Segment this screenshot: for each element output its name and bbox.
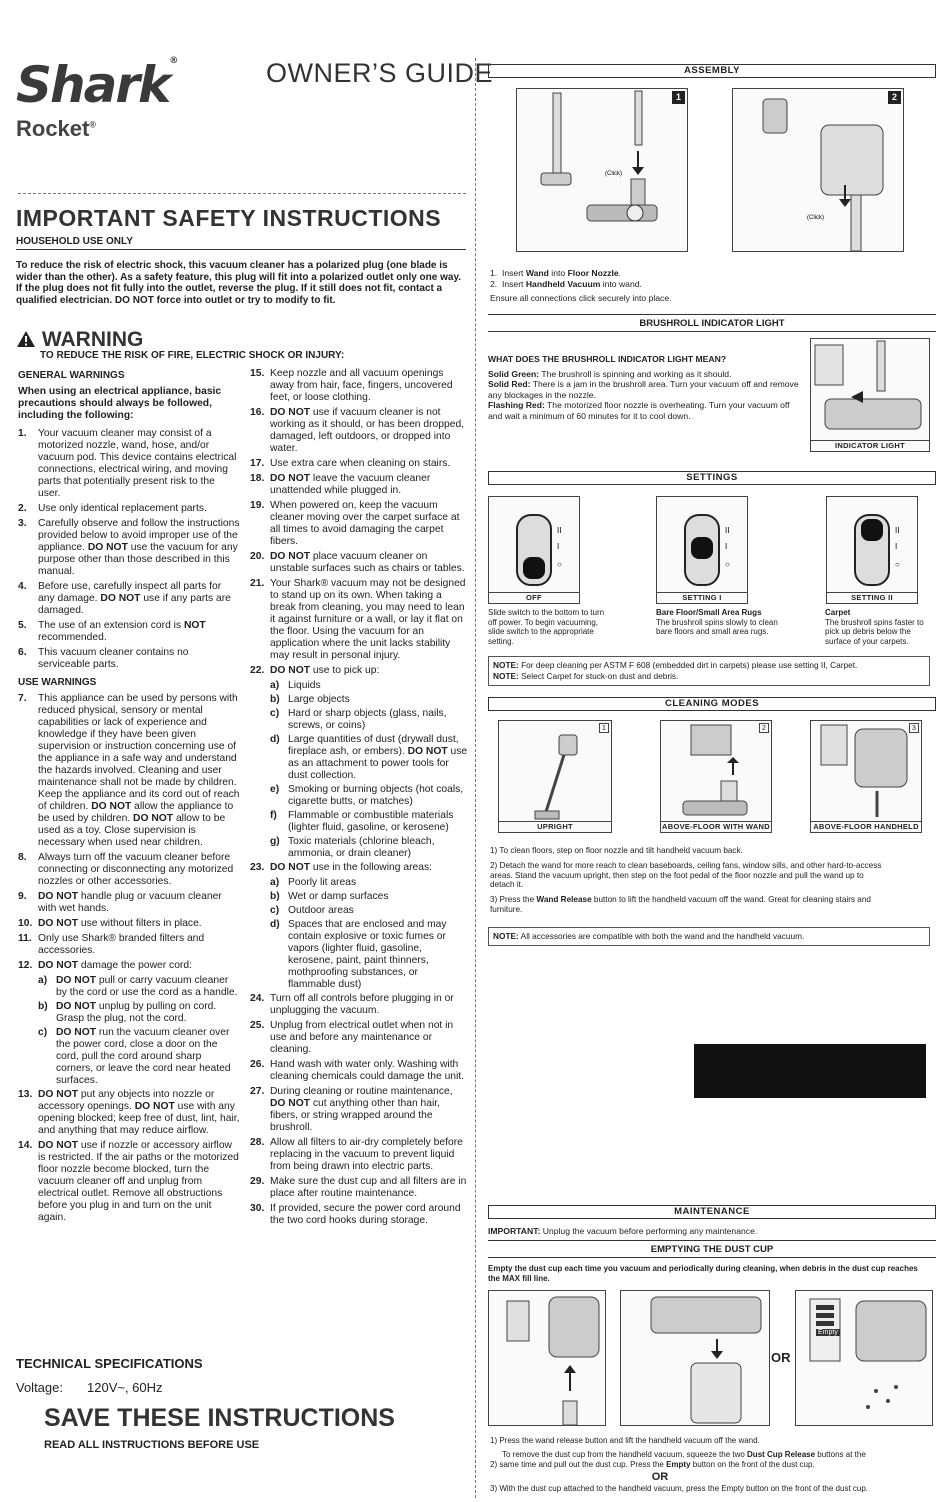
above-floor-handheld-illustration (811, 721, 923, 821)
assembly-step-2: 2. Insert Handheld Vacuum into wand. (490, 278, 642, 289)
brushroll-red: Solid Red: There is a jam in the brushroll area. Turn your vacuum off and remove any blockages in the nozzle. (488, 379, 799, 400)
mode-step-1: 1) To clean floors, step on floor nozzle and tilt handheld vacuum back. (490, 846, 743, 855)
sub-item: d) Spaces that are enclosed and may contain explosive or toxic fumes or vapors (lighter fluid, gasoline, kerosene, paint, paint thinners, mothproofing substances, or flammable dust) (270, 919, 447, 990)
safety-title: IMPORTANT SAFETY INSTRUCTIONS (16, 205, 442, 231)
list-item: 12. DO NOT damage the power cord: (18, 960, 192, 971)
empty-label: Empty (818, 1329, 838, 1336)
voltage-label: Voltage: (16, 1380, 63, 1395)
list-item: 25. Unplug from electrical outlet when not in use and before any maintenance or cleaning. (250, 1020, 454, 1055)
mode-upright-figure (498, 720, 612, 833)
warnings-column-2 (250, 368, 468, 1230)
assembly-ensure: Ensure all connections click securely into place. (490, 293, 672, 303)
svg-text:I: I (895, 542, 898, 551)
cleaning-modes-heading: CLEANING MODES (488, 697, 936, 711)
household-use-only: HOUSEHOLD USE ONLY (16, 236, 133, 247)
figure-caption: OFF (489, 592, 579, 603)
click-label: (Click) (807, 215, 824, 221)
list-item: 28. Allow all filters to air-dry completely before replacing in the vacuum to prevent liquid from being drawn into electric parts. (250, 1137, 463, 1172)
figure-number: 1 (599, 723, 609, 733)
sub-item: a) Liquids (270, 680, 321, 691)
emptying-figure-3 (795, 1290, 933, 1426)
assembly-figure-2 (732, 88, 904, 252)
assembly-step-1: 1. Insert Wand into Floor Nozzle. (490, 268, 622, 278)
empty-step-2b: 2) same time and pull out the dust cup. Press the Empty button on the front of the dust cup. (490, 1460, 815, 1469)
assembly-steps (490, 268, 930, 304)
list-item: 10. DO NOT use without filters in place. (18, 918, 202, 929)
list-item: 22. DO NOT use to pick up: (250, 665, 380, 676)
warning-title: WARNING (16, 328, 143, 352)
rule (488, 1240, 936, 1241)
settings-note-2: NOTE: Select Carpet for stuck-on dust and debris. (493, 671, 679, 681)
model-name: Rocket® (16, 116, 96, 141)
list-item: 4. Before use, carefully inspect all parts for any damage. DO NOT use if any parts are damaged. (18, 581, 231, 616)
emptying-lead: Empty the dust cup each time you vacuum and periodically during cleaning, when debris in the dust cup reaches the MAX fill line. (488, 1264, 918, 1283)
settings-note-1: NOTE: For deep cleaning per ASTM F 608 (embedded dirt in carpets) please use setting II, Carpet. (493, 660, 858, 670)
figure-caption: ABOVE-FLOOR WITH WAND (662, 822, 770, 831)
list-item: 3. Carefully observe and follow the instructions provided below to avoid improper use of the appliance. DO NOT use the vacuum for any purpose other than those described in this manual. (18, 518, 240, 577)
switch-off-illustration (489, 497, 581, 593)
sub-item: c) Hard or sharp objects (glass, nails, screws, or coins) (270, 708, 447, 731)
rule (488, 314, 936, 315)
svg-text:II: II (557, 526, 562, 535)
setting-off-figure (488, 496, 580, 604)
list-item: 18. DO NOT leave the vacuum cleaner unattended while plugged in. (250, 473, 431, 496)
figure-number: 2 (888, 91, 901, 104)
list-item: 16. DO NOT use if vacuum cleaner is not working as it should, or has been dropped, damaged, left outdoors, or dropped into water. (250, 407, 465, 454)
list-item: 8. Always turn off the vacuum cleaner before connecting or disconnecting any motorized nozzles or other accessories. (18, 852, 234, 887)
or-label: OR (771, 1350, 791, 1365)
above-floor-wand-illustration (661, 721, 773, 821)
list-item: 30. If provided, secure the power cord around the two cord hooks during storage. (250, 1203, 461, 1226)
list-item: 1. Your vacuum cleaner may consist of a motorized nozzle, wand, hose, and/or vacuum pod. This device contains electrical connections, electrical wiring, and moving parts that potentially present risk to the user. (18, 428, 237, 499)
empty-step-1: 1) Press the wand release button and lift the handheld vacuum off the wand. (490, 1436, 760, 1445)
list-item: 27. During cleaning or routine maintenance, DO NOT cut anything other than hair, fibers, or string wrapped around the brushroll. (250, 1086, 453, 1133)
svg-text:II: II (725, 526, 730, 535)
warning-subtitle: TO REDUCE THE RISK OF FIRE, ELECTRIC SHOCK OR INJURY: (40, 350, 345, 361)
svg-text:II: II (895, 526, 900, 535)
polarized-plug-text: To reduce the risk of electric shock, this vacuum cleaner has a polarized plug (one blade is wider than the other). As a safety feature, this plug will fit into a polarized outlet only one way. If the plug does not fit fully into the outlet, reverse the plug. If it still does not fit, contact a qualified electrician. DO NOT force into outlet or try to modify to fit. (16, 260, 462, 306)
wand-release-illustration (489, 1291, 607, 1427)
rule (16, 249, 466, 250)
list-item: 7. This appliance can be used by persons with reduced physical, sensory or mental capabilities or lack of experience and knowledge if they have been given supervision or instruction concerning use of the appliance in a safe way and understand the hazards involved. Cleaning and user maintenance shall not be made by children. Keep the appliance and its cord out of reach of children. DO NOT allow the appliance to be used by children. DO NOT allow to be used as a toy. Close supervision is necessary when used near children. (18, 693, 240, 848)
list-item: 29. Make sure the dust cup and all filters are in place after routine maintenance. (250, 1176, 467, 1199)
save-instructions: SAVE THESE INSTRUCTIONS (44, 1404, 395, 1432)
list-item: 19. When powered on, keep the vacuum cleaner moving over the carpet surface at all times to avoid damaging the carpet fibers. (250, 500, 460, 547)
sub-item: d) Large quantities of dust (drywall dust, fireplace ash, or embers). DO NOT use as an attachment to power tools for dust collection. (270, 734, 468, 781)
sub-item: a) Poorly lit areas (270, 877, 357, 888)
sub-item: g) Toxic materials (chlorine bleach, ammonia, or drain cleaner) (270, 836, 435, 859)
list-item: 24. Turn off all controls before plugging in or unplugging the vacuum. (250, 993, 454, 1016)
mode-step-2: 2) Detach the wand for more reach to clean baseboards, ceiling fans, window sills, and other hard-to-access areas. Stand the vacuum upright, then step on the foot pedal of the floor nozzle and pull the wand up to detach it. (490, 860, 882, 890)
handheld-wand-illustration (733, 89, 905, 253)
brushroll-text (488, 354, 803, 421)
list-item: 11. Only use Shark® branded filters and accessories. (18, 933, 205, 956)
maintenance-heading: MAINTENANCE (488, 1205, 936, 1219)
column-divider (475, 58, 476, 1498)
or-label-2: OR (651, 1471, 669, 1483)
setting-1-figure (656, 496, 748, 604)
sub-item: e) Smoking or burning objects (hot coals, cigarette butts, or matches) (270, 784, 464, 807)
setting-off-text: Slide switch to the bottom to turn off power. To begin vacuuming, slide switch to the appropriate setting. (488, 608, 605, 646)
figure-caption: INDICATOR LIGHT (811, 440, 929, 451)
list-item: 23. DO NOT use in the following areas: (250, 862, 432, 873)
settings-notes (488, 656, 930, 686)
list-item: 15. Keep nozzle and all vacuum openings away from hair, face, fingers, uncovered feet, or loose clothing. (250, 368, 453, 403)
owners-guide-title: OWNER’S GUIDE (266, 58, 494, 88)
modes-note: NOTE: All accessories are compatible with both the wand and the handheld vacuum. (488, 927, 930, 946)
mode-handheld-figure (810, 720, 922, 833)
brushroll-flash: Flashing Red: The motorized floor nozzle is overheating. Turn your vacuum off and wait a minimum of 60 minutes for it to cool down. (488, 400, 790, 421)
figure-number: 3 (909, 723, 919, 733)
settings-heading: SETTINGS (488, 471, 936, 485)
general-warnings-heading: GENERAL WARNINGS (18, 370, 125, 381)
figure-caption: SETTING II (827, 592, 917, 603)
sub-item: c) Outdoor areas (270, 905, 354, 916)
upright-illustration (499, 721, 613, 821)
list-item: 9. DO NOT handle plug or vacuum cleaner with wet hands. (18, 891, 222, 914)
list-item: 5. The use of an extension cord is NOT recommended. (18, 620, 206, 643)
list-item: 14. DO NOT use if nozzle or accessory airflow is restricted. If the air paths or the motorized floor nozzle become blocked, turn the vacuum cleaner off and unplug from electrical outlet. Remove all obstructions before you plug in and turn on the unit again. (18, 1140, 239, 1223)
setting-2-text: Carpet The brushroll spins faster to pick up debris below the surface of your carpets. (825, 608, 924, 646)
general-lead: When using an electrical appliance, basic precautions should always be followed, including the following: (18, 386, 222, 421)
tech-specs-heading: TECHNICAL SPECIFICATIONS (16, 1356, 203, 1371)
warnings-column-1 (18, 364, 240, 1227)
rule (488, 331, 936, 332)
floor-nozzle-illustration (811, 339, 931, 439)
svg-text:○: ○ (725, 560, 730, 569)
list-item: 21. Your Shark® vacuum may not be designed to stand up on its own. When taking a break from cleaning, you may need to lean it against furniture or a wall, or lay it flat on the floor. Using the vacuum for an application where the unit lacks stability may result in personal injury. (250, 578, 466, 661)
brushroll-heading: BRUSHROLL INDICATOR LIGHT (639, 318, 785, 329)
list-item: 13. DO NOT put any objects into nozzle or accessory openings. DO NOT use with any opening blocked; keep free of dust, lint, hair, and anything that may reduce airflow. (18, 1089, 240, 1136)
divider (18, 193, 466, 194)
maintenance-important: IMPORTANT: Unplug the vacuum before performing any maintenance. (488, 1226, 758, 1236)
sub-item: f) Flammable or combustible materials (lighter fluid, gasoline, or kerosene) (270, 810, 454, 833)
sub-item: b) Wet or damp surfaces (270, 891, 389, 902)
svg-text:○: ○ (557, 560, 562, 569)
sub-item: c) DO NOT run the vacuum cleaner over the power cord, close a door on the cord, pull the cord around sharp corners, or leave the cord near heated surfaces. (38, 1027, 231, 1086)
figure-number: 2 (759, 723, 769, 733)
read-instructions: READ ALL INSTRUCTIONS BEFORE USE (44, 1439, 260, 1451)
voltage-value: 120V~, 60Hz (87, 1380, 163, 1395)
black-panel (694, 1044, 926, 1098)
assembly-figure-1 (516, 88, 688, 252)
mode-step-3: 3) Press the Wand Release button to lift the handheld vacuum off the wand. Great for cleaning stairs and furniture. (490, 895, 871, 914)
list-item: 17. Use extra care when cleaning on stairs. (250, 458, 451, 469)
rule (488, 1257, 936, 1258)
brushroll-green: Solid Green: The brushroll is spinning and working as it should. (488, 368, 732, 379)
dust-cup-release-illustration (621, 1291, 771, 1427)
emptying-heading: EMPTYING THE DUST CUP (650, 1244, 774, 1255)
indicator-light-figure (810, 338, 930, 452)
voltage-row (16, 1380, 163, 1395)
empty-step-2a: To remove the dust cup from the handheld vacuum, squeeze the two Dust Cup Release buttons at the (502, 1450, 866, 1459)
svg-text:I: I (725, 542, 728, 551)
list-item: 2. Use only identical replacement parts. (18, 503, 207, 514)
warning-icon (16, 330, 36, 348)
switch-setting-1-illustration (657, 497, 749, 593)
emptying-figure-1 (488, 1290, 606, 1426)
use-warnings-heading: USE WARNINGS (18, 677, 97, 688)
brushroll-question: WHAT DOES THE BRUSHROLL INDICATOR LIGHT MEAN? (488, 354, 727, 364)
svg-text:I: I (557, 542, 560, 551)
figure-caption: ABOVE-FLOOR HANDHELD (811, 821, 921, 832)
setting-2-figure (826, 496, 918, 604)
mode-wand-figure (660, 720, 772, 833)
sub-item: b) DO NOT unplug by pulling on cord. Grasp the plug, not the cord. (38, 1001, 217, 1024)
emptying-steps (490, 1436, 934, 1494)
settings-panels (488, 496, 940, 656)
shark-logo: Shark® (16, 56, 177, 114)
wand-nozzle-illustration (517, 89, 689, 253)
sub-item: a) DO NOT pull or carry vacuum cleaner by the cord or use the cord as a handle. (38, 975, 238, 998)
figure-caption: SETTING I (657, 592, 747, 603)
figure-caption: UPRIGHT (499, 821, 611, 832)
switch-setting-2-illustration (827, 497, 919, 593)
empty-step-3: 3) With the dust cup attached to the handheld vacuum, press the Empty button on the front of the dust cup. (490, 1484, 869, 1493)
list-item: 26. Hand wash with water only. Washing with cleaning chemicals could damage the unit. (250, 1059, 465, 1082)
click-label: (Click) (605, 171, 622, 177)
list-item: 6. This vacuum cleaner contains no serviceable parts. (18, 647, 189, 670)
svg-text:○: ○ (895, 560, 900, 569)
setting-1-text: Bare Floor/Small Area Rugs The brushroll spins slowly to clean bare floors and small area rugs. (656, 608, 778, 637)
assembly-heading: ASSEMBLY (488, 64, 936, 78)
cleaning-modes-steps (490, 846, 890, 915)
sub-item: b) Large objects (270, 694, 350, 705)
list-item: 20. DO NOT place vacuum cleaner on unstable surfaces such as chairs or tables. (250, 551, 465, 574)
emptying-figure-2 (620, 1290, 770, 1426)
figure-number: 1 (672, 91, 685, 104)
empty-button-illustration (796, 1291, 934, 1427)
